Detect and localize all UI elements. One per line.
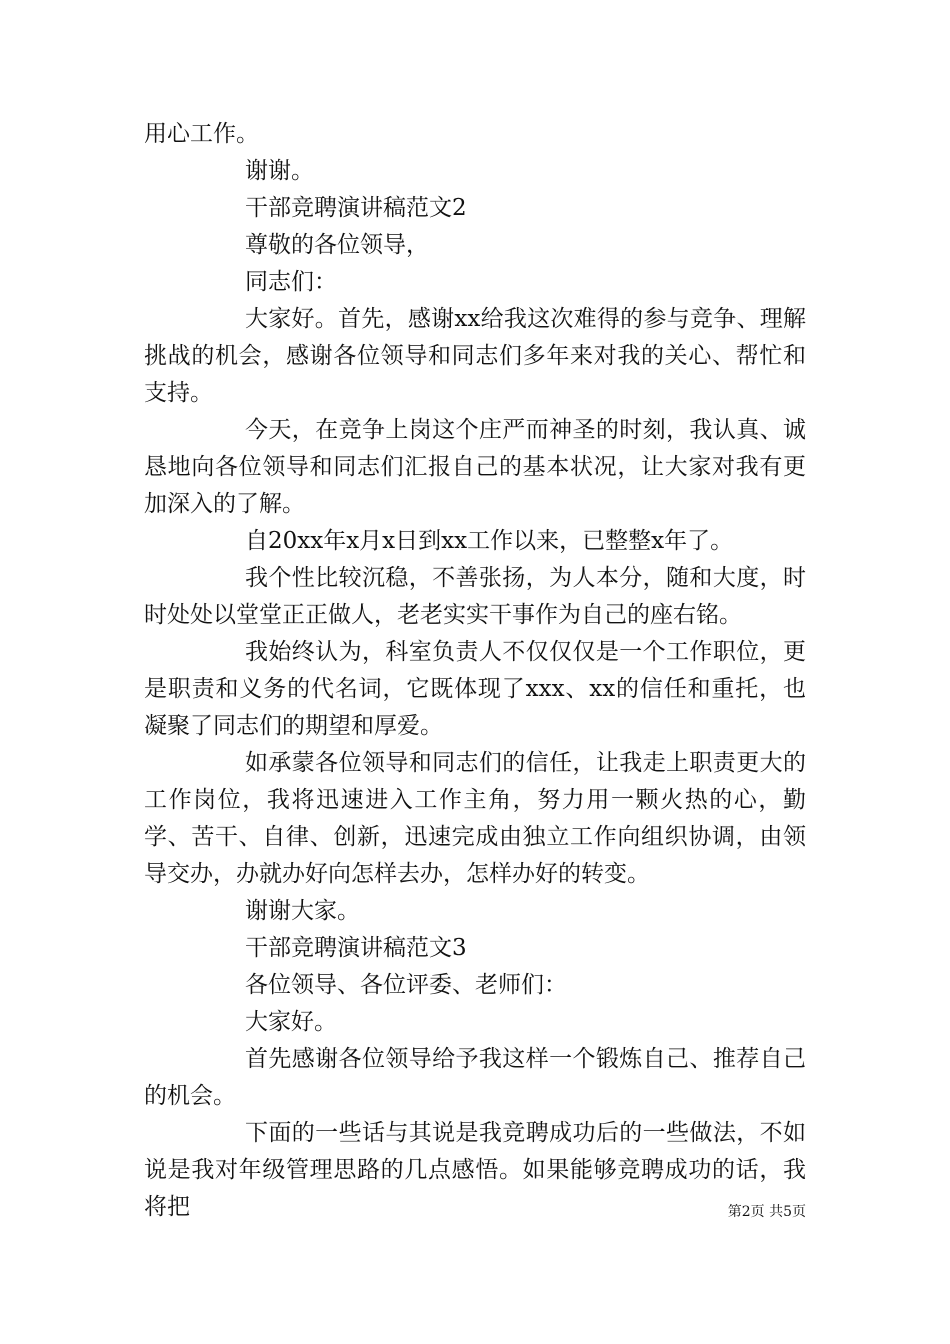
paragraph: 大家好。 — [245, 1009, 337, 1035]
paragraph: 尊敬的各位领导， — [245, 232, 429, 258]
paragraph: 下面的一些话与其说是我竞聘成功后的一些做法，不如说是我对年级管理思路的几点感悟。如果能够竞聘成功的话，我将把 — [144, 1120, 806, 1220]
paragraph: 大家好。首先，感谢xx给我这次难得的参与竞争、理解挑战的机会，感谢各位领导和同志们多年来对我的关心、帮忙和支持。 — [144, 306, 806, 406]
paragraph: 首先感谢各位领导给予我这样一个锻炼自己、推荐自己的机会。 — [144, 1046, 806, 1109]
paragraph: 我始终认为，科室负责人不仅仅仅是一个工作职位，更是职责和义务的代名词，它既体现了xxx、xx的信任和重托，也凝聚了同志们的期望和厚爱。 — [144, 639, 806, 739]
paragraph: 各位领导、各位评委、老师们： — [245, 972, 567, 998]
paragraph: 自20xx年x月x日到xx工作以来，已整整x年了。 — [245, 528, 734, 554]
paragraph: 我个性比较沉稳，不善张扬，为人本分，随和大度，时时处处以堂堂正正做人，老老实实干事作为自己的座右铭。 — [144, 565, 806, 628]
paragraph: 谢谢。 — [245, 158, 314, 184]
page-number-footer: 第2页 共5页 — [727, 1204, 806, 1220]
paragraph: 干部竞聘演讲稿范文2 — [245, 195, 467, 221]
document-body — [144, 116, 806, 1226]
paragraph: 同志们： — [245, 269, 337, 295]
paragraph: 谢谢大家。 — [245, 898, 360, 924]
paragraph: 如承蒙各位领导和同志们的信任，让我走上职责更大的工作岗位，我将迅速进入工作主角，努力用一颗火热的心，勤学、苦干、自律、创新，迅速完成由独立工作向组织协调，由领导交办，办就办好向怎样去办，怎样办好的转变。 — [144, 750, 806, 887]
paragraph: 用心工作。 — [144, 121, 259, 147]
paragraph: 干部竞聘演讲稿范文3 — [245, 935, 467, 961]
paragraph: 今天，在竞争上岗这个庄严而神圣的时刻，我认真、诚恳地向各位领导和同志们汇报自己的基本状况，让大家对我有更加深入的了解。 — [144, 417, 806, 517]
